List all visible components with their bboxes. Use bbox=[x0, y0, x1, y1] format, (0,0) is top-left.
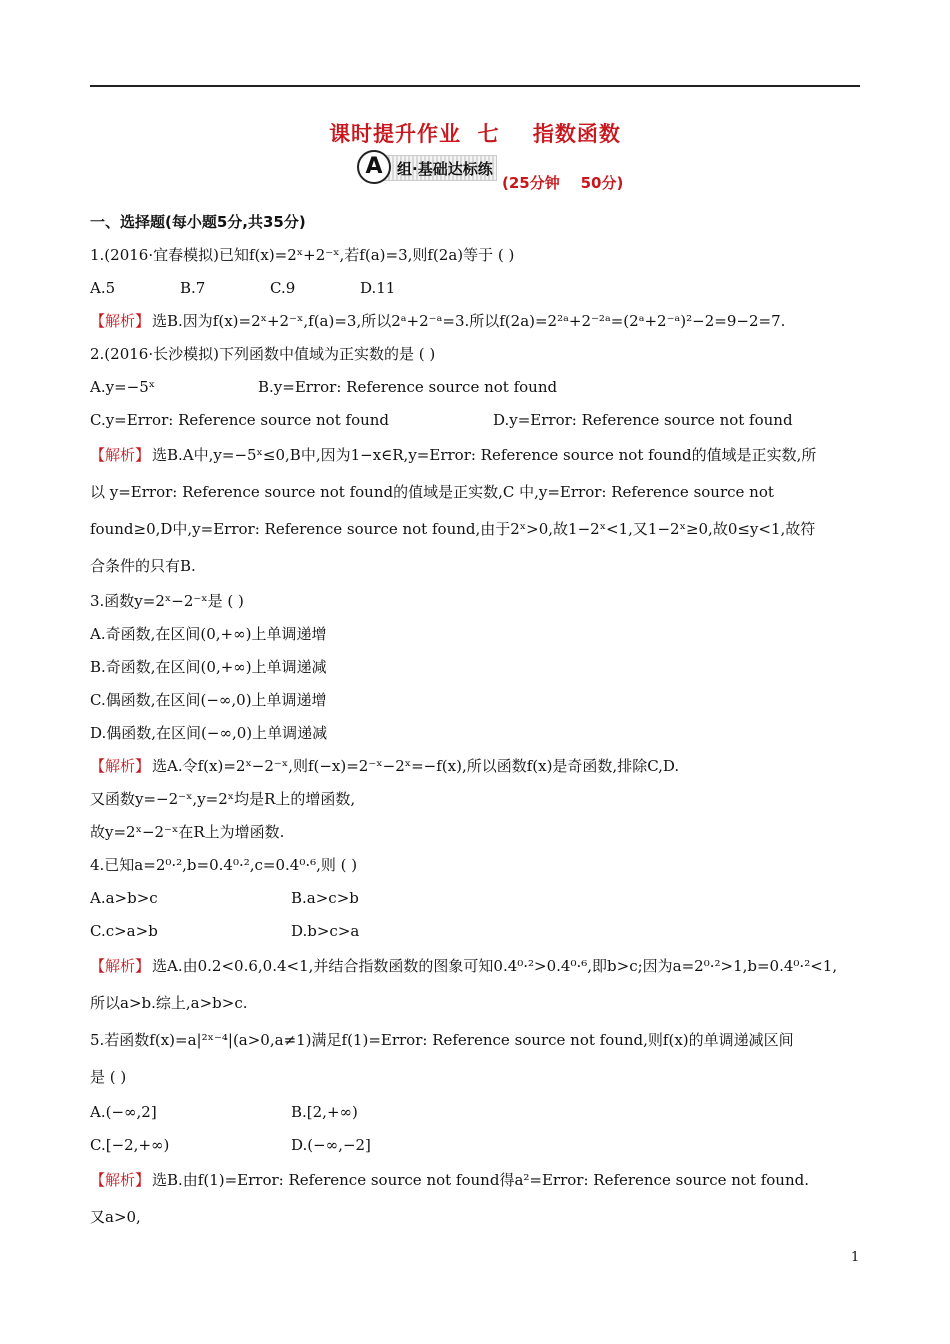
question-2-analysis-line-3: found≥0,D中,y=Error: Reference source not found,由于2ˣ>0,故1−2ˣ<1,又1−2ˣ≥0,故0≤y<1,故符 bbox=[90, 519, 816, 538]
analysis-tag: 【解析】 bbox=[90, 756, 151, 775]
question-5-options-ab bbox=[90, 1095, 860, 1128]
q4-option-b: B.a>c>b bbox=[291, 888, 359, 907]
q1-option-d: D.11 bbox=[360, 278, 396, 297]
analysis-text: 选A.由0.2<0.6,0.4<1,并结合指数函数的图象可知0.4⁰·²>0.4⁰·⁶,即b>c;因为a=2⁰·²>1,b=0.4⁰·²<1, bbox=[152, 956, 838, 975]
analysis-tag: 【解析】 bbox=[90, 445, 151, 464]
badge-label: 组·基础达标练 bbox=[397, 160, 493, 178]
q2-option-d: D.y=Error: Reference source not found bbox=[493, 410, 793, 429]
question-3-analysis-line-3: 故y=2ˣ−2⁻ˣ在R上为增函数. bbox=[90, 822, 285, 841]
q5-option-d: D.(−∞,−2] bbox=[291, 1135, 371, 1154]
question-4-analysis-line-2: 所以a>b.综上,a>b>c. bbox=[90, 993, 248, 1012]
q2-option-a: A.y=−5ˣ bbox=[90, 377, 156, 396]
question-5-analysis-line-1 bbox=[90, 1161, 860, 1198]
q2-option-b: B.y=Error: Reference source not found bbox=[258, 377, 558, 396]
question-5-stem-line-2: 是 ( ) bbox=[90, 1067, 127, 1086]
question-2-options-cd bbox=[90, 403, 860, 436]
analysis-text: 选A.令f(x)=2ˣ−2⁻ˣ,则f(−x)=2⁻ˣ−2ˣ=−f(x),所以函数f(x)是奇函数,排除C,D. bbox=[152, 756, 680, 775]
question-1-analysis bbox=[90, 304, 860, 337]
question-1-options bbox=[90, 271, 860, 304]
section-heading: 一、选择题(每小题5分,共35分) bbox=[90, 212, 306, 231]
question-2-analysis-line-4: 合条件的只有B. bbox=[90, 556, 196, 575]
question-5-options-cd bbox=[90, 1128, 860, 1161]
q3-option-d: D.偶函数,在区间(−∞,0)上单调递减 bbox=[90, 723, 328, 742]
q1-option-b: B.7 bbox=[180, 278, 206, 297]
q1-option-a: A.5 bbox=[90, 278, 116, 297]
q5-option-c: C.[−2,+∞) bbox=[90, 1135, 170, 1154]
page-title: 课时提升作业 七 指数函数 bbox=[329, 122, 621, 146]
question-4-options-ab bbox=[90, 881, 860, 914]
question-2-stem: 2.(2016·长沙模拟)下列函数中值域为正实数的是 ( ) bbox=[90, 344, 436, 363]
question-5-analysis-line-2: 又a>0, bbox=[90, 1207, 141, 1226]
question-4-stem: 4.已知a=2⁰·²,b=0.4⁰·²,c=0.4⁰·⁶,则 ( ) bbox=[90, 855, 358, 874]
question-2-analysis-line-1 bbox=[90, 436, 860, 473]
analysis-tag: 【解析】 bbox=[90, 956, 151, 975]
question-4-analysis-line-1 bbox=[90, 947, 860, 984]
q2-option-c: C.y=Error: Reference source not found bbox=[90, 410, 390, 429]
question-content bbox=[90, 205, 860, 1235]
question-1-stem: 1.(2016·宜春模拟)已知f(x)=2ˣ+2⁻ˣ,若f(a)=3,则f(2a)等于 ( ) bbox=[90, 245, 515, 264]
q5-option-b: B.[2,+∞) bbox=[291, 1102, 358, 1121]
badge-letter-circle: A bbox=[357, 150, 391, 184]
question-2-analysis-line-2: 以 y=Error: Reference source not found的值域是正实数,C 中,y=Error: Reference source not bbox=[90, 482, 774, 501]
q4-option-d: D.b>c>a bbox=[291, 921, 360, 940]
analysis-tag: 【解析】 bbox=[90, 311, 151, 330]
page-number: 1 bbox=[851, 1250, 860, 1265]
question-2-options-ab bbox=[90, 370, 860, 403]
q4-option-c: C.c>a>b bbox=[90, 921, 158, 940]
q3-option-c: C.偶函数,在区间(−∞,0)上单调递增 bbox=[90, 690, 327, 709]
analysis-text: 选B.因为f(x)=2ˣ+2⁻ˣ,f(a)=3,所以2ᵃ+2⁻ᵃ=3.所以f(2a)=2²ᵃ+2⁻²ᵃ=(2ᵃ+2⁻ᵃ)²−2=9−2=7. bbox=[152, 311, 786, 330]
q1-option-c: C.9 bbox=[270, 278, 296, 297]
q4-option-a: A.a>b>c bbox=[90, 888, 158, 907]
question-5-stem-line-1: 5.若函数f(x)=a|²ˣ⁻⁴|(a>0,a≠1)满足f(1)=Error: Reference source not found,则f(x)的单调递减区间 bbox=[90, 1030, 794, 1049]
question-3-analysis-line-2: 又函数y=−2⁻ˣ,y=2ˣ均是R上的增函数, bbox=[90, 789, 356, 808]
question-4-options-cd bbox=[90, 914, 860, 947]
question-3-analysis-line-1 bbox=[90, 749, 860, 782]
q3-option-b: B.奇函数,在区间(0,+∞)上单调递减 bbox=[90, 657, 327, 676]
analysis-text: 选B.由f(1)=Error: Reference source not found得a²=Error: Reference source not found. bbox=[152, 1170, 809, 1189]
analysis-text: 选B.A中,y=−5ˣ≤0,B中,因为1−x∈R,y=Error: Reference source not found的值域是正实数,所 bbox=[152, 445, 817, 464]
header-rule bbox=[90, 85, 860, 87]
time-allotment: (25分钟 50分) bbox=[502, 174, 624, 192]
q3-option-a: A.奇函数,在区间(0,+∞)上单调递增 bbox=[90, 624, 327, 643]
q5-option-a: A.(−∞,2] bbox=[90, 1102, 157, 1121]
analysis-tag: 【解析】 bbox=[90, 1170, 151, 1189]
question-3-stem: 3.函数y=2ˣ−2⁻ˣ是 ( ) bbox=[90, 591, 244, 610]
group-badge bbox=[357, 150, 497, 184]
